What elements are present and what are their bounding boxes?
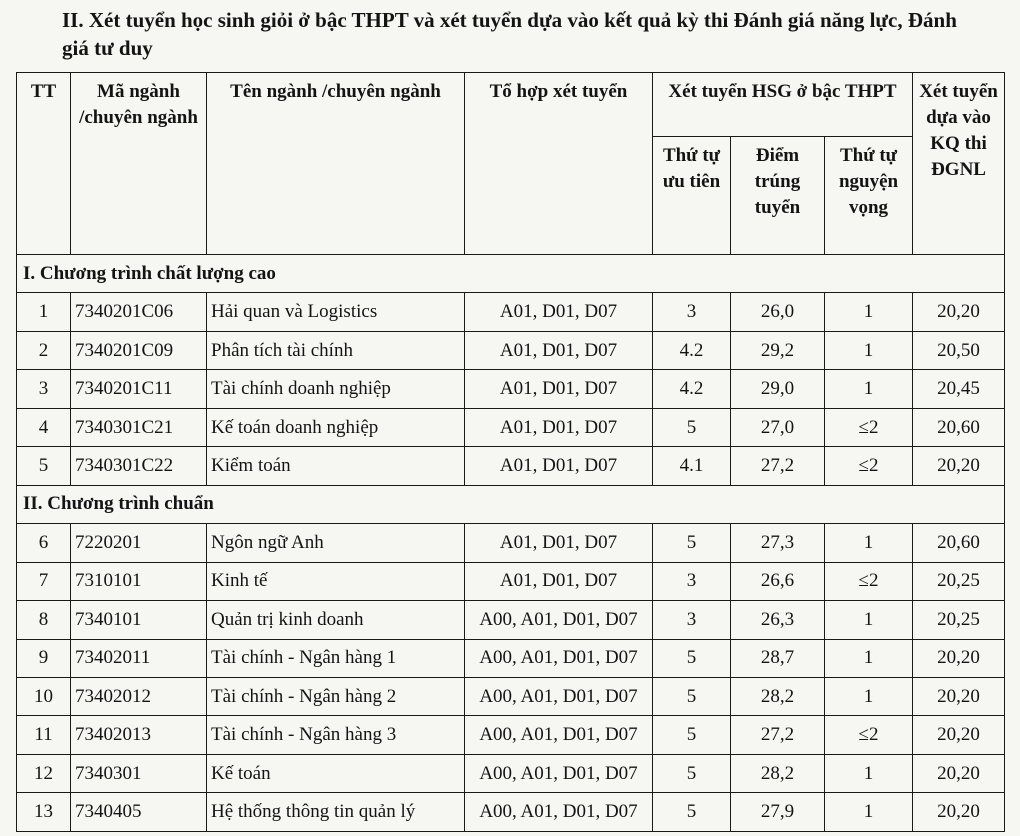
cell-to-hop: A00, A01, D01, D07 bbox=[465, 793, 653, 832]
header-thu-tu-uu-tien: Thứ tự ưu tiên bbox=[653, 137, 731, 255]
section-header-label: II. Chương trình chuẩn bbox=[17, 485, 1005, 523]
admission-table bbox=[16, 72, 1005, 832]
cell-diem-trung-tuyen: 26,0 bbox=[731, 293, 825, 331]
cell-diem-trung-tuyen: 27,2 bbox=[731, 447, 825, 485]
cell-diem-trung-tuyen: 27,3 bbox=[731, 524, 825, 562]
section-header-label: I. Chương trình chất lượng cao bbox=[17, 255, 1005, 293]
header-diem-trung-tuyen: Điểm trúng tuyển bbox=[731, 137, 825, 255]
cell-tt: 11 bbox=[17, 716, 71, 754]
cell-ma-nganh: 7340201C06 bbox=[71, 293, 207, 331]
cell-thu-tu-uu-tien: 5 bbox=[653, 408, 731, 446]
cell-thu-tu-nguyen-vong: ≤2 bbox=[825, 562, 913, 600]
cell-thu-tu-nguyen-vong: 1 bbox=[825, 331, 913, 369]
cell-diem-trung-tuyen: 27,0 bbox=[731, 408, 825, 446]
cell-tt: 6 bbox=[17, 524, 71, 562]
cell-tt: 3 bbox=[17, 370, 71, 408]
header-dgnl: Xét tuyển dựa vào KQ thi ĐGNL bbox=[913, 73, 1005, 255]
cell-to-hop: A01, D01, D07 bbox=[465, 293, 653, 331]
cell-diem-trung-tuyen: 27,2 bbox=[731, 716, 825, 754]
table-row bbox=[17, 793, 1005, 832]
cell-ma-nganh: 73402012 bbox=[71, 677, 207, 715]
cell-ten-nganh: Kinh tế bbox=[207, 562, 465, 600]
cell-dgnl: 20,25 bbox=[913, 601, 1005, 639]
cell-ma-nganh: 7340201C11 bbox=[71, 370, 207, 408]
cell-tt: 12 bbox=[17, 754, 71, 792]
table-row bbox=[17, 639, 1005, 677]
cell-ma-nganh: 7340301C21 bbox=[71, 408, 207, 446]
cell-dgnl: 20,60 bbox=[913, 408, 1005, 446]
cell-dgnl: 20,20 bbox=[913, 639, 1005, 677]
cell-diem-trung-tuyen: 29,0 bbox=[731, 370, 825, 408]
cell-to-hop: A00, A01, D01, D07 bbox=[465, 639, 653, 677]
cell-to-hop: A01, D01, D07 bbox=[465, 370, 653, 408]
cell-to-hop: A00, A01, D01, D07 bbox=[465, 754, 653, 792]
cell-thu-tu-uu-tien: 3 bbox=[653, 601, 731, 639]
cell-thu-tu-uu-tien: 5 bbox=[653, 524, 731, 562]
cell-ma-nganh: 7340301C22 bbox=[71, 447, 207, 485]
cell-tt: 4 bbox=[17, 408, 71, 446]
cell-thu-tu-uu-tien: 5 bbox=[653, 754, 731, 792]
table-row bbox=[17, 716, 1005, 754]
cell-diem-trung-tuyen: 26,3 bbox=[731, 601, 825, 639]
cell-tt: 10 bbox=[17, 677, 71, 715]
table-body bbox=[17, 255, 1005, 832]
section-header-row bbox=[17, 255, 1005, 293]
cell-ma-nganh: 7340101 bbox=[71, 601, 207, 639]
cell-thu-tu-nguyen-vong: 1 bbox=[825, 793, 913, 832]
cell-thu-tu-nguyen-vong: 1 bbox=[825, 601, 913, 639]
cell-thu-tu-nguyen-vong: 1 bbox=[825, 754, 913, 792]
cell-thu-tu-uu-tien: 4.2 bbox=[653, 331, 731, 369]
cell-tt: 1 bbox=[17, 293, 71, 331]
cell-ma-nganh: 73402011 bbox=[71, 639, 207, 677]
header-hsg-group: Xét tuyển HSG ở bậc THPT bbox=[653, 73, 913, 137]
cell-ma-nganh: 7340405 bbox=[71, 793, 207, 832]
cell-ma-nganh: 73402013 bbox=[71, 716, 207, 754]
cell-to-hop: A00, A01, D01, D07 bbox=[465, 716, 653, 754]
cell-thu-tu-nguyen-vong: ≤2 bbox=[825, 447, 913, 485]
section-title: II. Xét tuyển học sinh giỏi ở bậc THPT và xét tuyển dựa vào kết quả kỳ thi Đánh giá năng lực, Đánh giá tư duy bbox=[62, 8, 957, 60]
cell-thu-tu-uu-tien: 5 bbox=[653, 677, 731, 715]
cell-thu-tu-nguyen-vong: 1 bbox=[825, 370, 913, 408]
cell-ten-nganh: Kiểm toán bbox=[207, 447, 465, 485]
cell-thu-tu-nguyen-vong: ≤2 bbox=[825, 408, 913, 446]
cell-ten-nganh: Ngôn ngữ Anh bbox=[207, 524, 465, 562]
cell-ten-nganh: Quản trị kinh doanh bbox=[207, 601, 465, 639]
cell-dgnl: 20,20 bbox=[913, 716, 1005, 754]
table-row bbox=[17, 524, 1005, 562]
cell-ten-nganh: Hệ thống thông tin quản lý bbox=[207, 793, 465, 832]
cell-thu-tu-nguyen-vong: 1 bbox=[825, 524, 913, 562]
cell-to-hop: A01, D01, D07 bbox=[465, 524, 653, 562]
cell-ma-nganh: 7340201C09 bbox=[71, 331, 207, 369]
cell-thu-tu-nguyen-vong: 1 bbox=[825, 639, 913, 677]
cell-ten-nganh: Tài chính doanh nghiệp bbox=[207, 370, 465, 408]
cell-ten-nganh: Hải quan và Logistics bbox=[207, 293, 465, 331]
cell-dgnl: 20,20 bbox=[913, 793, 1005, 832]
header-tt: TT bbox=[17, 73, 71, 255]
cell-ma-nganh: 7310101 bbox=[71, 562, 207, 600]
cell-thu-tu-uu-tien: 5 bbox=[653, 639, 731, 677]
cell-to-hop: A01, D01, D07 bbox=[465, 331, 653, 369]
cell-tt: 9 bbox=[17, 639, 71, 677]
table-row bbox=[17, 601, 1005, 639]
cell-thu-tu-nguyen-vong: 1 bbox=[825, 293, 913, 331]
cell-to-hop: A01, D01, D07 bbox=[465, 408, 653, 446]
cell-dgnl: 20,60 bbox=[913, 524, 1005, 562]
cell-diem-trung-tuyen: 27,9 bbox=[731, 793, 825, 832]
cell-dgnl: 20,20 bbox=[913, 677, 1005, 715]
cell-diem-trung-tuyen: 26,6 bbox=[731, 562, 825, 600]
cell-tt: 2 bbox=[17, 331, 71, 369]
header-ten-nganh: Tên ngành /chuyên ngành bbox=[207, 73, 465, 255]
cell-ma-nganh: 7340301 bbox=[71, 754, 207, 792]
cell-dgnl: 20,50 bbox=[913, 331, 1005, 369]
table-row bbox=[17, 562, 1005, 600]
header-to-hop: Tổ hợp xét tuyển bbox=[465, 73, 653, 255]
cell-ten-nganh: Tài chính - Ngân hàng 2 bbox=[207, 677, 465, 715]
cell-tt: 5 bbox=[17, 447, 71, 485]
header-thu-tu-nguyen-vong: Thứ tự nguyện vọng bbox=[825, 137, 913, 255]
cell-to-hop: A01, D01, D07 bbox=[465, 562, 653, 600]
cell-thu-tu-nguyen-vong: ≤2 bbox=[825, 716, 913, 754]
cell-thu-tu-uu-tien: 5 bbox=[653, 716, 731, 754]
table-row bbox=[17, 293, 1005, 331]
cell-diem-trung-tuyen: 29,2 bbox=[731, 331, 825, 369]
cell-thu-tu-uu-tien: 4.2 bbox=[653, 370, 731, 408]
cell-diem-trung-tuyen: 28,7 bbox=[731, 639, 825, 677]
cell-thu-tu-uu-tien: 5 bbox=[653, 793, 731, 832]
cell-dgnl: 20,20 bbox=[913, 447, 1005, 485]
cell-to-hop: A00, A01, D01, D07 bbox=[465, 601, 653, 639]
section-header-row bbox=[17, 485, 1005, 523]
cell-ten-nganh: Tài chính - Ngân hàng 1 bbox=[207, 639, 465, 677]
cell-thu-tu-uu-tien: 3 bbox=[653, 562, 731, 600]
table-row bbox=[17, 370, 1005, 408]
cell-thu-tu-uu-tien: 3 bbox=[653, 293, 731, 331]
cell-dgnl: 20,20 bbox=[913, 754, 1005, 792]
table-row bbox=[17, 331, 1005, 369]
cell-dgnl: 20,20 bbox=[913, 293, 1005, 331]
cell-thu-tu-uu-tien: 4.1 bbox=[653, 447, 731, 485]
cell-diem-trung-tuyen: 28,2 bbox=[731, 677, 825, 715]
table-header bbox=[17, 73, 1005, 255]
cell-to-hop: A01, D01, D07 bbox=[465, 447, 653, 485]
table-row bbox=[17, 408, 1005, 446]
table-row bbox=[17, 754, 1005, 792]
cell-tt: 13 bbox=[17, 793, 71, 832]
cell-tt: 8 bbox=[17, 601, 71, 639]
table-row bbox=[17, 447, 1005, 485]
cell-ten-nganh: Kế toán doanh nghiệp bbox=[207, 408, 465, 446]
cell-ten-nganh: Kế toán bbox=[207, 754, 465, 792]
cell-ten-nganh: Tài chính - Ngân hàng 3 bbox=[207, 716, 465, 754]
cell-tt: 7 bbox=[17, 562, 71, 600]
cell-dgnl: 20,45 bbox=[913, 370, 1005, 408]
cell-diem-trung-tuyen: 28,2 bbox=[731, 754, 825, 792]
cell-thu-tu-nguyen-vong: 1 bbox=[825, 677, 913, 715]
cell-to-hop: A00, A01, D01, D07 bbox=[465, 677, 653, 715]
cell-ten-nganh: Phân tích tài chính bbox=[207, 331, 465, 369]
header-ma-nganh: Mã ngành /chuyên ngành bbox=[71, 73, 207, 255]
cell-ma-nganh: 7220201 bbox=[71, 524, 207, 562]
table-row bbox=[17, 677, 1005, 715]
cell-dgnl: 20,25 bbox=[913, 562, 1005, 600]
